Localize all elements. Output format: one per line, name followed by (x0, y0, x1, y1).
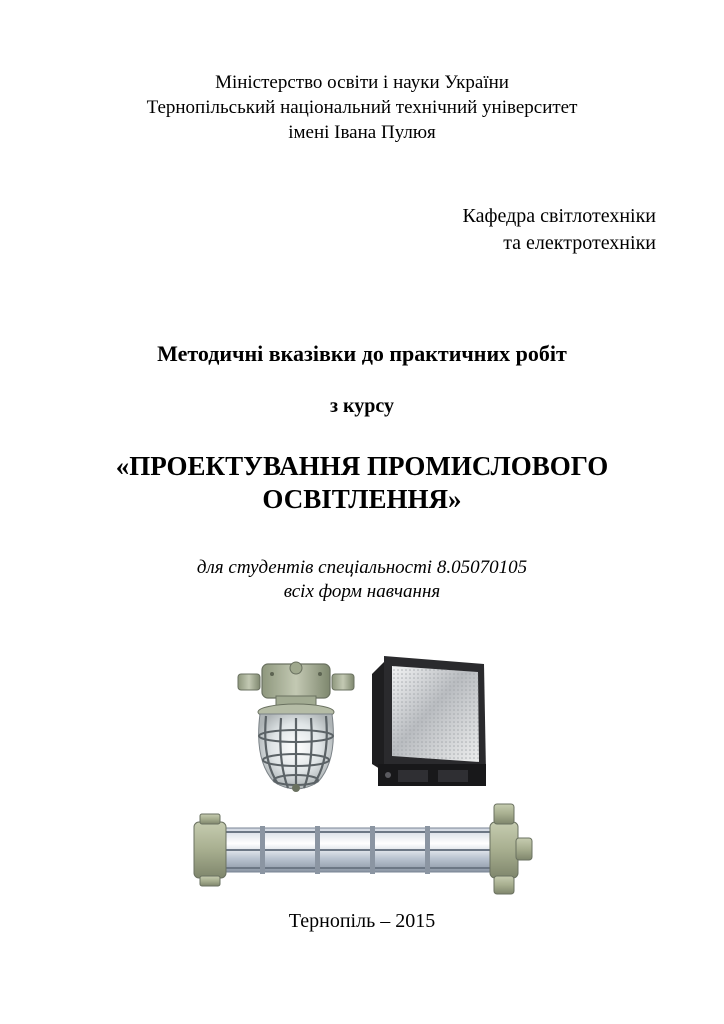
department-block (463, 203, 656, 257)
university-name: Тернопільський національний технічний університет (146, 97, 578, 118)
floodlight-image (368, 652, 492, 792)
course-label: з курсу (329, 395, 394, 417)
city-year: Тернопіль – 2015 (288, 910, 436, 932)
tube-lamp-image (190, 800, 534, 896)
audience-line-1: для студентів спеціальності 8.05070105 (196, 557, 528, 578)
ministry-header (0, 70, 724, 145)
course-name (0, 450, 724, 516)
ministry-name: Міністерство освіти і науки України (215, 72, 509, 93)
department-line-1: Кафедра світлотехніки (462, 205, 656, 227)
guide-title: Методичні вказівки до практичних робіт (157, 341, 567, 366)
audience-line-2: всіх форм навчання (283, 581, 441, 602)
university-honorific: імені Івана Пулюя (288, 122, 436, 143)
course-name-line-1: «ПРОЕКТУВАННЯ ПРОМИСЛОВОГО (115, 451, 609, 481)
department-line-2: та електротехніки (503, 232, 656, 254)
caged-lamp-image (236, 660, 356, 795)
course-name-line-2: ОСВІТЛЕННЯ» (262, 484, 462, 514)
audience-block (0, 556, 724, 604)
